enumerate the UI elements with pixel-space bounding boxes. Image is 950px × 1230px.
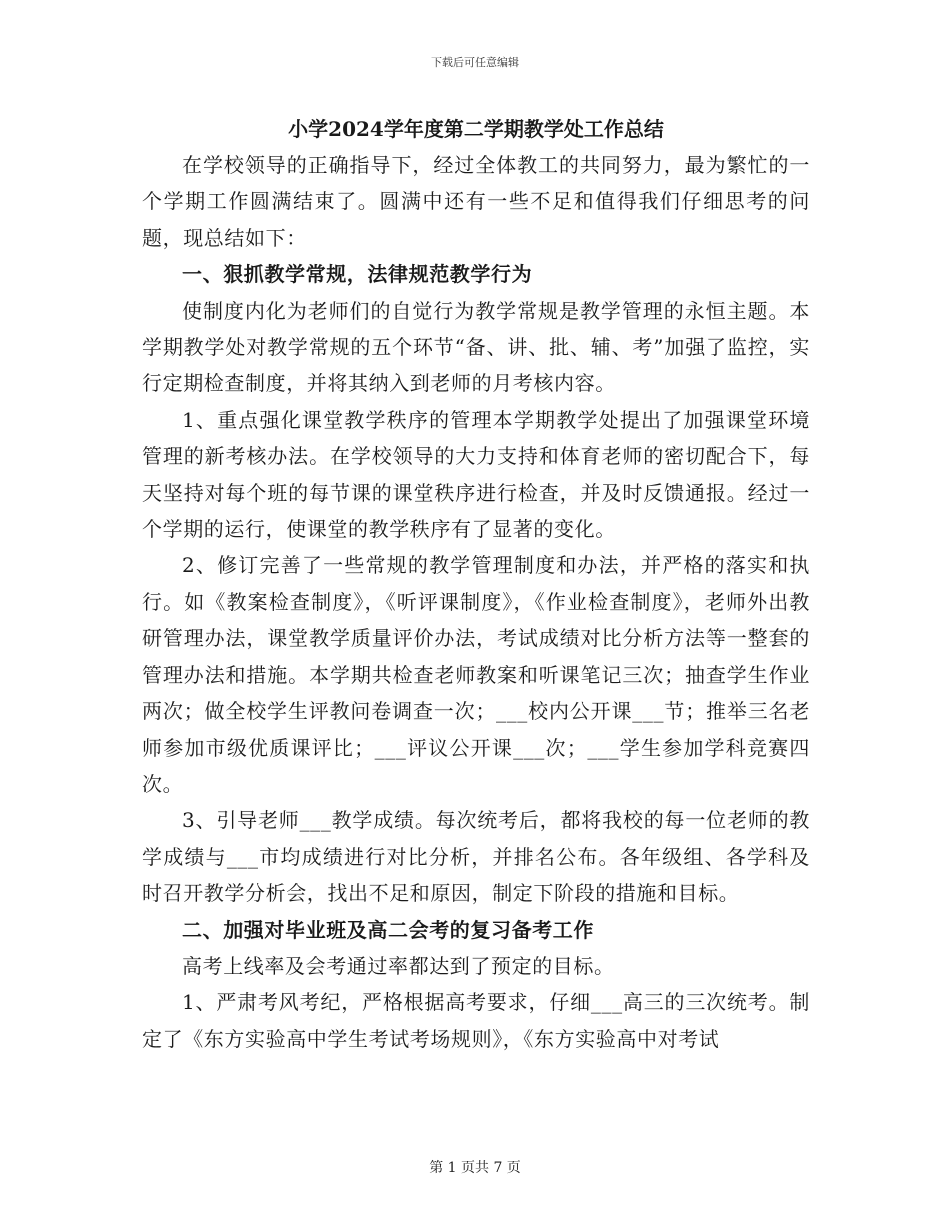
intro-paragraph: 在学校领导的正确指导下，经过全体教工的共同努力，最为繁忙的一个学期工作圆满结束了。圆满中还有一些不足和值得我们仔细思考的问题，现总结如下：: [142, 153, 810, 250]
section-heading-2: 二、加强对毕业班及高二会考的复习备考工作: [182, 917, 594, 942]
paragraph: 高考上线率及会考通过率都达到了预定的目标。: [182, 953, 615, 978]
document-title: 小学2024学年度第二学期教学处工作总结: [288, 117, 664, 141]
section-heading-1: 一、狠抓教学常规，法律规范教学行为: [182, 262, 533, 287]
paragraph: 1、重点强化课堂教学秩序的管理本学期教学处提出了加强课堂环境管理的新考核办法。在学校领导的大力支持和体育老师的密切配合下，每天坚持对每个班的每节课的课堂秩序进行检查，并及时反馈通报。经过一个学期的运行，使课堂的教学秩序有了显著的变化。: [142, 407, 810, 542]
paragraph: 3、引导老师___教学成绩。每次统考后，都将我校的每一位老师的教学成绩与___市均成绩进行对比分析，并排名公布。各年级组、各学科及时召开教学分析会，找出不足和原因，制定下阶段的措施和目标。: [142, 808, 810, 906]
page-footer: 第 1 页共 7 页: [429, 1160, 521, 1176]
paragraph: 1、严肃考风考纪，严格根据高考要求，仔细___高三的三次统考。制定了《东方实验高中学生考试考场规则》，《东方实验高中对考试: [142, 990, 810, 1051]
page-header: 下载后可任意编辑: [431, 56, 519, 69]
paragraph: 使制度内化为老师们的自觉行为教学常规是教学管理的永恒主题。本学期教学处对教学常规的五个环节“备、讲、批、辅、考”加强了监控，实行定期检查制度，并将其纳入到老师的月考核内容。: [142, 298, 810, 396]
paragraph: 2、修订完善了一些常规的教学管理制度和办法，并严格的落实和执行。如《教案检查制度》，《听评课制度》，《作业检查制度》，老师外出教研管理办法，课堂教学质量评价办法，考试成绩对比分析方法等一整套的管理办法和措施。本学期共检查老师教案和听课笔记三次；抽查学生作业两次；做全校学生评教问卷调查一次；___校内公开课___节；推举三名老师参加市级优质课评比；___评议公开课___次；___学生参加学科竞赛四次。: [142, 553, 810, 796]
document-body: [142, 111, 810, 1057]
